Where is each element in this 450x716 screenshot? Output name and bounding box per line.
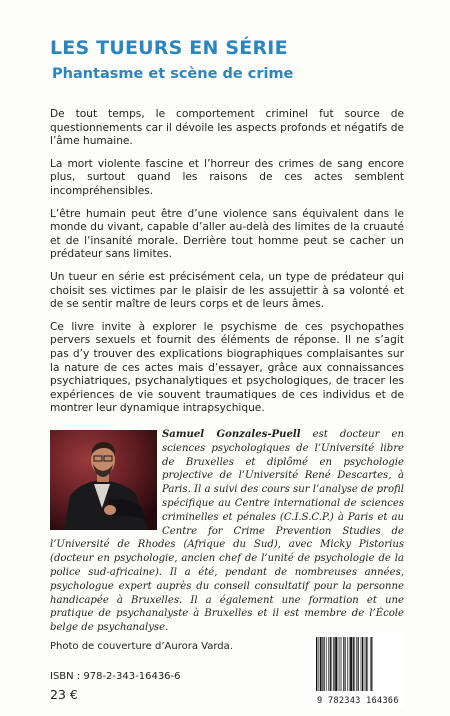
synopsis-paragraph: La mort violente fascine et l’horreur des crimes de sang encore plus, surtout quand les raisons de ces actes semblent incompréhensibles.: [50, 157, 404, 197]
synopsis-paragraph: Un tueur en série est précisément cela, un type de prédateur qui choisit ses victimes par le plaisir de les assujettir à sa volonté et de se sentir maître de leurs corps et de leurs âmes.: [50, 270, 404, 311]
barcode: [312, 633, 404, 707]
author-photo: [50, 430, 157, 530]
book-title: LES TUEURS EN SÉRIE: [50, 37, 288, 59]
author-bio-text: est docteur en sciences psychologiques de l’Université libre de Bruxelles et diplômé en psychologie projective de l’Université René Descartes, à Paris. Il a suivi des cours sur l’analyse de profil spécifique au Centre international de sciences criminelles et pénales (C.I.S.C.P.) à Paris et au Centre for Crime Prevention Studies de l’Université de Rhodes (Afrique du Sud), avec Micky Pistorius (docteur en psychologie, ancien chef de l’unité de psychologie de la police sud-africaine). Il a été, pendant de nombreuses années, psychologue expert auprès du conseil consultatif pour la personne handicapée à Bruxelles. Il a également une formation et une pratique de psychanalyste à Bruxelles et il est membre de l’École belge de psychanalyse.: [50, 429, 405, 634]
synopsis-paragraph: De tout temps, le comportement criminel fut source de questionnements car il dévoile les aspects profonds et négatifs de l’âme humaine.: [50, 108, 404, 148]
author-portrait-image: [50, 430, 157, 530]
photo-credit: Photo de couverture d’Aurora Varda.: [50, 641, 233, 652]
price: 23 €: [50, 687, 78, 702]
isbn: ISBN : 978-2-343-16436-6: [50, 671, 181, 682]
book-subtitle: Phantasme et scène de crime: [52, 66, 294, 82]
barcode-bars: [316, 637, 400, 691]
author-section: [50, 428, 404, 635]
synopsis-paragraph: Ce livre invite à explorer le psychisme de ces psychopathes pervers sexuels et fournit des éléments de réponse. Il ne s’agit pas d’y trouver des explications biographiques complaisantes sur la nature de ces actes mais d’essayer, grâce aux connaissances psychiatriques, psychanalytiques et psychologiques, de tracer les expériences de vie souvent traumatiques de ces individus et de montrer leur dynamique intrapsychique.: [50, 320, 404, 415]
author-name: Samuel Gonzales-Puell: [162, 429, 301, 440]
synopsis-paragraph: L’être humain peut être d’une violence sans équivalent dans le monde du vivant, capable d’aller au-delà des limites de la cruauté et de l’insanité morale. Derrière tout homme peut se cacher un prédateur sans limites.: [50, 207, 404, 261]
synopsis: [50, 108, 404, 425]
barcode-number: 9 782343 164366: [317, 695, 399, 705]
